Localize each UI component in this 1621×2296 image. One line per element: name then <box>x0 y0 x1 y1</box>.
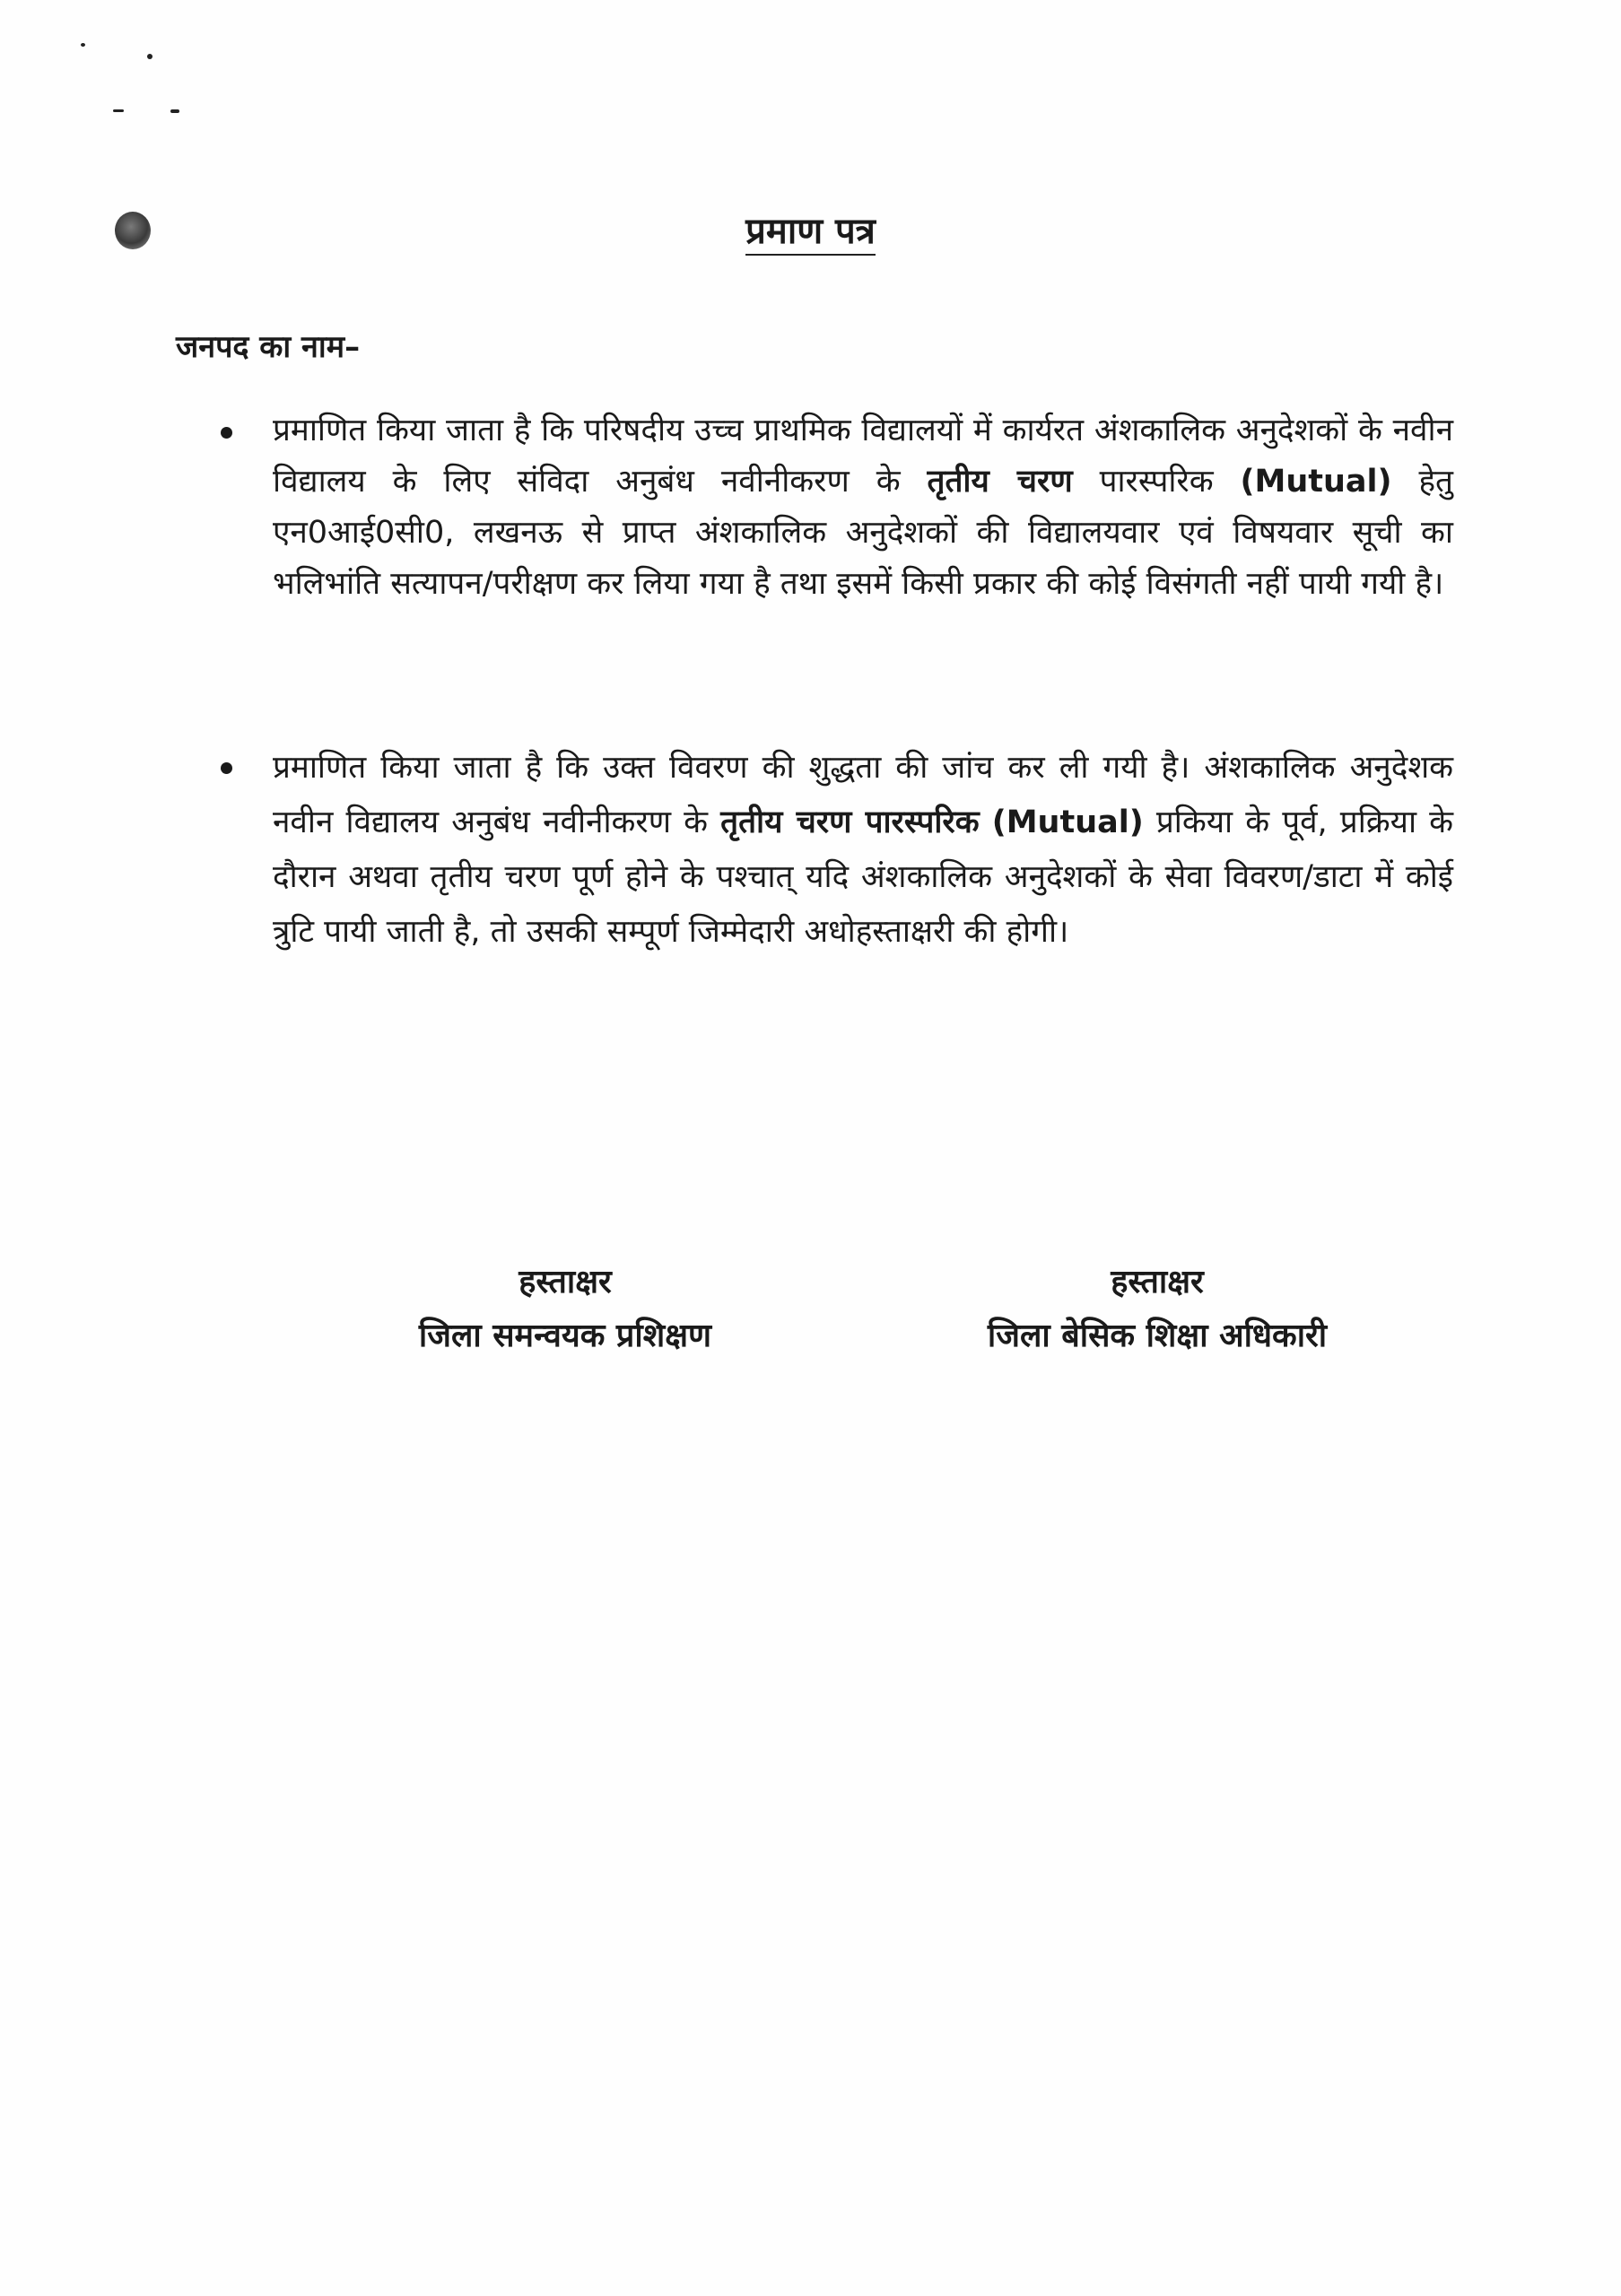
signatory-designation: जिला बेसिक शिक्षा अधिकारी <box>987 1318 1328 1354</box>
signature-block-district-coordinator <box>341 1256 789 1363</box>
bold-mutual-text: (Mutual) <box>991 804 1144 840</box>
signatory-designation: जिला समन्वयक प्रशिक्षण <box>418 1318 712 1354</box>
certification-point-2 <box>224 741 1453 960</box>
scan-speck <box>170 109 179 113</box>
certification-text-2: प्रमाणित किया जाता है कि उक्त विवरण की शुद्धता की जांच कर ली गयी है। अंशकालिक अनुदेशक नवीन विद्यालय अनुबंध नवीनीकरण के तृतीय चरण पारस्परिक (Mutual) प्रकिया के पूर्व, प्रक्रिया के दौरान अथवा तृतीय चरण पूर्ण होने के पश्चात् यदि अंशकालिक अनुदेशकों के सेवा विवरण/डाटा में कोई त्रुटि पायी जाती है, तो उसकी सम्पूर्ण जिम्मेदारी अधोहस्ताक्षरी की होगी। <box>273 750 1453 950</box>
bold-phase-text: तृतीय चरण <box>927 464 1073 500</box>
signature-block-district-education-officer <box>924 1256 1390 1363</box>
page-title <box>0 204 1621 254</box>
certification-text-1: प्रमाणित किया जाता है कि परिषदीय उच्च प्राथमिक विद्यालयों में कार्यरत अंशकालिक अनुदेशकों के नवीन विद्यालय के लिए संविदा अनुबंध नवीनीकरण के तृतीय चरण पारस्परिक (Mutual) हेतु एन0आई0सी0, लखनऊ से प्राप्त अंशकालिक अनुदेशकों की विद्यालयवार एवं विषयवार सूची का भलिभांति सत्यापन/परीक्षण कर लिया गया है तथा इसमें किसी प्रकार की कोई विसंगती नहीं पायी गयी है। <box>273 413 1453 602</box>
district-name-label: जनपद का नाम– <box>176 329 361 365</box>
bullet-dot-icon <box>221 427 232 439</box>
signature-label: हस्ताक्षर <box>519 1264 612 1300</box>
certification-point-1 <box>224 405 1453 610</box>
bold-phase-text: तृतीय चरण पारस्परिक <box>720 804 980 840</box>
bold-mutual-text: (Mutual) <box>1240 464 1392 500</box>
signature-label: हस्ताक्षर <box>1111 1264 1204 1300</box>
bullet-dot-icon <box>221 762 232 774</box>
scan-speck <box>81 43 85 47</box>
scan-speck <box>147 54 153 59</box>
scan-speck <box>113 109 124 112</box>
title-text: प्रमाण पत्र <box>745 211 876 256</box>
